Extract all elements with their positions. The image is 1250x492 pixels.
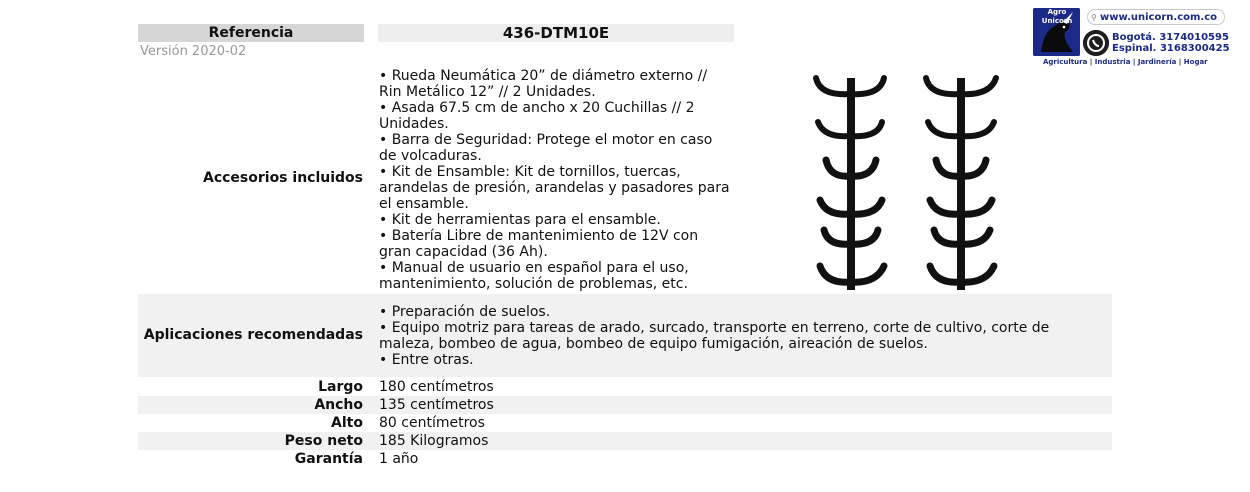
- largo-label: Largo: [318, 379, 363, 395]
- applications-list: [379, 304, 1099, 368]
- accessories-label: Accesorios incluidos: [202, 170, 363, 186]
- tagline: Agricultura | Industria | Jardinería | Hogar: [1043, 58, 1208, 66]
- version-text: Versión 2020-02: [140, 44, 247, 59]
- list-item: • Manual de usuario en español para el uso, mantenimiento, solución de problemas, etc.: [379, 260, 689, 292]
- whatsapp-icon: [1083, 30, 1109, 56]
- search-icon: ⚲: [1091, 13, 1097, 22]
- ancho-value: 135 centímetros: [379, 397, 494, 413]
- list-item: • Barra de Seguridad: Protege el motor en caso de volcaduras.: [379, 132, 713, 164]
- tiller-blades-image: [800, 60, 1040, 295]
- garantia-label: Garantía: [294, 451, 363, 467]
- peso-value: 185 Kilogramos: [379, 433, 489, 449]
- list-item: • Preparación de suelos.: [379, 304, 551, 320]
- list-item: • Equipo motriz para tareas de arado, surcado, transporte en terreno, corte de cultivo, corte de maleza, bombeo de agua, bombeo de equipo fumigación, aireación de suelos.: [379, 320, 1050, 352]
- phone-bogota: Bogotá. 3174010595: [1112, 32, 1229, 43]
- reference-value: 436-DTM10E: [378, 24, 734, 42]
- peso-label: Peso neto: [284, 433, 363, 449]
- list-item: • Asada 67.5 cm de ancho x 20 Cuchillas // 2 Unidades.: [379, 100, 695, 132]
- list-item: • Batería Libre de mantenimiento de 12V con gran capacidad (36 Ah).: [379, 228, 699, 260]
- alto-value: 80 centímetros: [379, 415, 485, 431]
- largo-value: 180 centímetros: [379, 379, 494, 395]
- website-link[interactable]: [1087, 9, 1225, 25]
- accessories-list: [379, 68, 731, 292]
- list-item: • Kit de herramientas para el ensamble.: [379, 212, 661, 228]
- garantia-value: 1 año: [379, 451, 419, 467]
- phone-espinal: Espinal. 3168300425: [1112, 43, 1230, 54]
- product-image: [800, 60, 1040, 295]
- ancho-label: Ancho: [314, 397, 363, 413]
- website-text: www.unicorn.com.co: [1100, 12, 1218, 23]
- brand-name: Agro Unicorn: [1041, 8, 1073, 25]
- alto-label: Alto: [331, 415, 363, 431]
- reference-label: Referencia: [138, 24, 364, 42]
- list-item: • Rueda Neumática 20” de diámetro externo // Rin Metálico 12” // 2 Unidades.: [379, 68, 708, 100]
- list-item: • Kit de Ensamble: Kit de tornillos, tuercas, arandelas de presión, arandelas y pasadores para el ensamble.: [379, 164, 730, 212]
- applications-label: Aplicaciones recomendadas: [143, 327, 363, 343]
- list-item: • Entre otras.: [379, 352, 474, 368]
